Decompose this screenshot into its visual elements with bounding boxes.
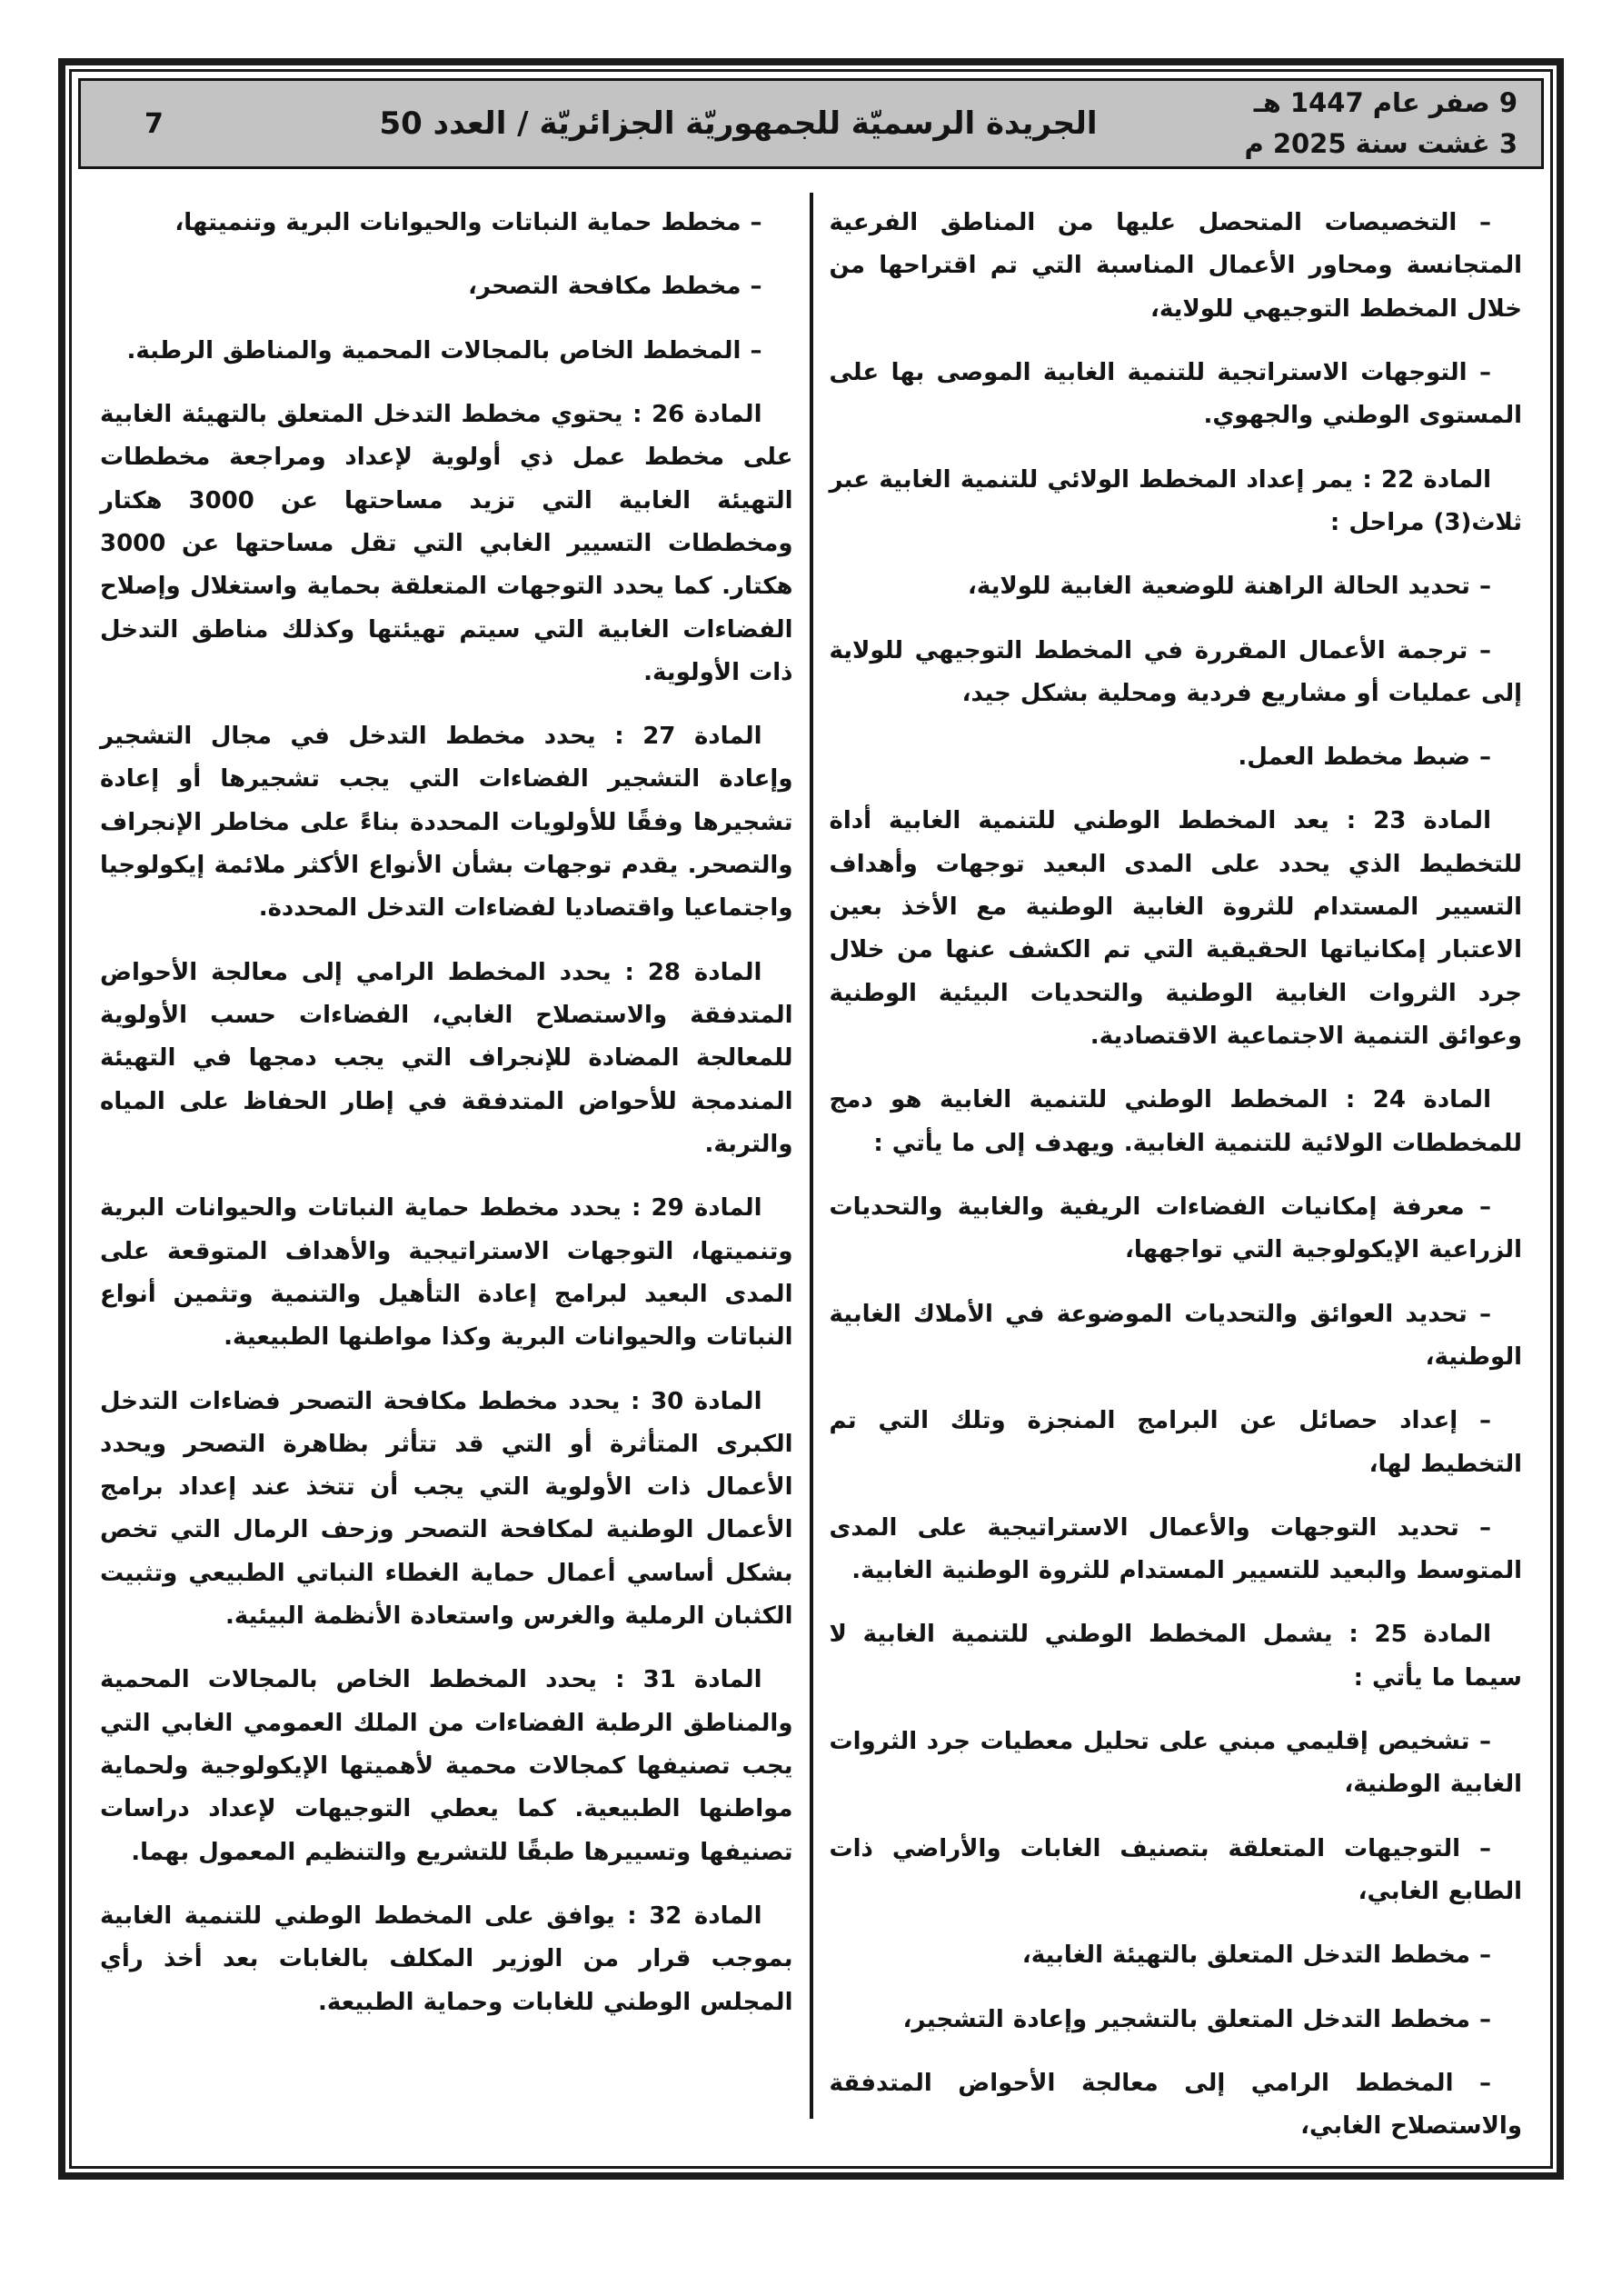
text-area	[78, 178, 1544, 2166]
date-hijri: 9 صفر عام 1447 هـ	[1253, 87, 1518, 119]
article-paragraph: المادة 32 : يوافق على المخطط الوطني للتنمية الغابية بموجب قرار من الوزير المكلف بالغابات بعد أخذ رأي المجلس الوطني للغابات وحماية الطبيعة.	[100, 1902, 793, 2016]
bullet-paragraph: – مخطط التدخل المتعلق بالتهيئة الغابية،	[1021, 1942, 1491, 1970]
bullet-paragraph: – التوجيهات المتعلقة بتصنيف الغابات والأراضي ذات الطابع الغابي،	[829, 1834, 1522, 1905]
bullet-paragraph: – مخطط مكافحة التصحر،	[468, 273, 762, 301]
article-number-label: المادة 32 :	[627, 1902, 762, 1930]
column-divider	[810, 193, 813, 2119]
article-paragraph: المادة 25 : يشمل المخطط الوطني للتنمية الغابية لا سيما ما يأتي :	[829, 1621, 1522, 1692]
bullet-paragraph: – المخطط الرامي إلى معالجة الأحواض المتدفقة والاستصلاح الغابي،	[829, 2069, 1522, 2141]
article-paragraph: المادة 26 : يحتوي مخطط التدخل المتعلق بالتهيئة الغابية على مخطط عمل ذي أولوية لإعداد ومراجعة مخططات التهيئة الغابية التي تزيد مساحتها عن 3000 هكتار ومخططات التسيير الغابي التي تقل مساحتها عن 3000 هكتار. كما يحدد التوجهات المتعلقة بحماية واستغلال وإصلاح الفضاءات الغابية التي سيتم تهيئتها وكذلك مناطق التدخل ذات الأولوية.	[100, 400, 793, 686]
bullet-paragraph: – المخطط الخاص بالمجالات المحمية والمناطق الرطبة.	[126, 336, 762, 364]
page-outer-frame	[58, 58, 1564, 2180]
article-number-label: المادة 23 :	[1346, 807, 1491, 835]
article-paragraph: المادة 30 : يحدد مخطط مكافحة التصحر فضاءات التدخل الكبرى المتأثرة أو التي قد تتأثر بظاهرة التصحر ويحدد الأعمال ذات الأولوية التي يجب أن تتخذ عند إعداد برامج الأعمال الوطنية لمكافحة التصحر وزحف الرمال التي تخص بشكل أساسي أعمال حماية الغطاء النباتي الطبيعي وتثبيت الكثبان الرملية والغرس واستعادة الأنظمة البيئية.	[100, 1387, 793, 1631]
date-gregorian: 3 غشت سنة 2025 م	[1244, 128, 1518, 159]
article-number-label: المادة 22 :	[1362, 465, 1491, 494]
article-number-label: المادة 26 :	[632, 400, 762, 428]
column-right	[813, 193, 1539, 2166]
page-number: 7	[144, 107, 164, 140]
bullet-paragraph: – معرفة إمكانيات الفضاءات الريفية والغابية والتحديات الزراعية الإيكولوجية التي تواجهها،	[829, 1193, 1522, 1264]
article-paragraph: المادة 22 : يمر إعداد المخطط الولائي للتنمية الغابية عبر ثلاث(3) مراحل :	[829, 465, 1522, 536]
bullet-paragraph: – إعداد حصائل عن البرامج المنجزة وتلك التي تم التخطيط لها،	[829, 1407, 1522, 1478]
article-paragraph: المادة 28 : يحدد المخطط الرامي إلى معالجة الأحواض المتدفقة والاستصلاح الغابي، الفضاءات حسب الأولوية للمعالجة المضادة للإنجراف التي يجب دمجها في التهيئة المندمجة للأحواض المتدفقة في إطار الحفاظ على المياه والتربة.	[100, 958, 793, 1158]
bullet-paragraph: – ضبط مخطط العمل.	[1238, 744, 1491, 772]
header-dates	[1241, 83, 1541, 165]
bullet-paragraph: – ترجمة الأعمال المقررة في المخطط التوجيهي للولاية إلى عمليات أو مشاريع فردية ومحلية بشكل جيد،	[829, 636, 1522, 707]
article-number-label: المادة 29 :	[631, 1194, 762, 1223]
bullet-paragraph: – مخطط حماية النباتات والحيوانات البرية وتنميتها،	[174, 209, 762, 236]
bullet-paragraph: – التخصيصات المتحصل عليها من المناطق الفرعية المتجانسة ومحاور الأعمال المناسبة التي تم اقتراحها من خلال المخطط التوجيهي للولاية،	[829, 209, 1522, 323]
header-bar	[78, 78, 1544, 169]
article-number-label: المادة 27 :	[614, 723, 762, 751]
article-number-label: المادة 25 :	[1348, 1621, 1491, 1649]
article-number-label: المادة 30 :	[631, 1387, 762, 1415]
bullet-paragraph: – تشخيص إقليمي مبني على تحليل معطيات جرد الثروات الغابية الوطنية،	[829, 1728, 1522, 1799]
page-inner-frame	[69, 69, 1553, 2169]
article-paragraph: المادة 31 : يحدد المخطط الخاص بالمجالات المحمية والمناطق الرطبة الفضاءات من الملك العمومي الغابي التي يجب تصنيفها كمجالات محمية لأهميتها الإيكولوجية ولحماية مواطنها الطبيعية. كما يعطي التوجيهات لإعداد دراسات تصنيفها وتسييرها طبقًا للتشريع والتنظيم المعمول بهما.	[100, 1666, 793, 1866]
article-paragraph: المادة 24 : المخطط الوطني للتنمية الغابية هو دمج للمخططات الولائية للتنمية الغابية. ويهدف إلى ما يأتي :	[829, 1086, 1522, 1157]
bullet-paragraph: – تحديد التوجهات والأعمال الاستراتيجية على المدى المتوسط والبعيد للتسيير المستدام للثروة الوطنية الغابية.	[829, 1513, 1522, 1585]
article-number-label: المادة 31 :	[615, 1666, 762, 1694]
article-paragraph: المادة 27 : يحدد مخطط التدخل في مجال التشجير وإعادة التشجير الفضاءات التي يجب تشجيرها أو إعادة تشجيرها وفقًا للأولويات المحددة بناءً على مخاطر الإنجراف والتصحر. يقدم توجهات بشأن الأنواع الأكثر ملائمة إيكولوجيا واجتماعيا واقتصاديا لفضاءات التدخل المحددة.	[100, 723, 793, 923]
article-number-label: المادة 28 :	[624, 958, 762, 986]
bullet-paragraph: – تحديد العوائق والتحديات الموضوعة في الأملاك الغابية الوطنية،	[829, 1300, 1522, 1371]
article-number-label: المادة 24 :	[1345, 1086, 1491, 1114]
column-left	[84, 193, 810, 2166]
article-paragraph: المادة 29 : يحدد مخطط حماية النباتات والحيوانات البرية وتنميتها، التوجهات الاستراتيجية والأهداف المتوقعة على المدى البعيد لبرامج إعادة التأهيل والتنمية وتثمين أنواع النباتات والحيوانات البرية وكذا مواطنها الطبيعية.	[100, 1194, 793, 1352]
bullet-paragraph: – التوجهات الاستراتجية للتنمية الغابية الموصى بها على المستوى الوطني والجهوي.	[829, 358, 1522, 430]
bullet-paragraph: – تحديد الحالة الراهنة للوضعية الغابية للولاية،	[967, 573, 1491, 601]
bullet-paragraph: – مخطط التدخل المتعلق بالتشجير وإعادة التشجير،	[902, 2005, 1491, 2033]
article-paragraph: المادة 23 : يعد المخطط الوطني للتنمية الغابية أداة للتخطيط الذي يحدد على المدى البعيد توجهات وأهداف التسيير المستدام للثروة الغابية الوطنية مع الأخذ بعين الاعتبار إمكانياتها الحقيقية التي تم الكشف عنها من خلال جرد الثروات الغابية الوطنية والتحديات البيئية الوطنية وعوائق التنمية الاجتماعية الاقتصادية.	[829, 807, 1522, 1050]
journal-title: الجريدة الرسميّة للجمهوريّة الجزائريّة / العدد 50	[379, 105, 1098, 142]
